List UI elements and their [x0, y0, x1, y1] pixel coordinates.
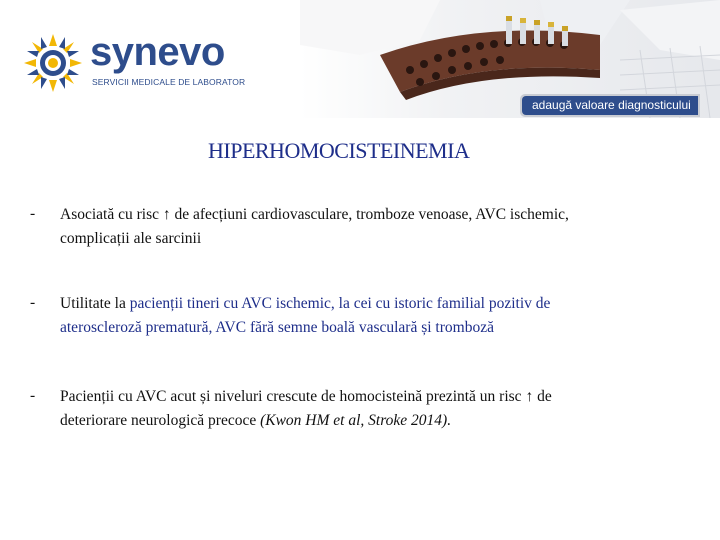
item-line: [60, 409, 670, 433]
bullet-marker: -: [30, 387, 36, 404]
brand-name: synevo: [90, 30, 225, 74]
item-line: complicații ale sarcinii: [60, 230, 202, 247]
list-item: [60, 292, 670, 340]
synevo-logo: [22, 28, 246, 98]
bullet-marker: -: [30, 205, 36, 222]
bullet-marker: -: [30, 294, 36, 311]
item-line: Asociată cu risc ↑ de afecțiuni cardiovasculare, tromboze venoase, AVC ischemic,: [60, 206, 569, 223]
slide-header: [0, 0, 720, 118]
citation: (Kwon HM et al, Stroke 2014).: [260, 412, 452, 429]
item-text: Utilitate la: [60, 295, 130, 312]
item-highlight: ateroscleroză prematură, AVC fără semne boală vasculară și tromboză: [60, 319, 494, 336]
sun-logo-icon: [22, 32, 84, 94]
item-line: Pacienții cu AVC acut și niveluri crescute de homocisteină prezintă un risc ↑ de: [60, 388, 552, 405]
item-text: deteriorare neurologică precoce: [60, 412, 261, 429]
slide-title: HIPERHOMOCISTEINEMIA: [208, 138, 470, 163]
list-item: [60, 385, 670, 433]
tagline-banner: adaugă valoare diagnosticului: [522, 96, 698, 115]
item-highlight: pacienții tineri cu AVC ischemic, la cei cu istoric familial pozitiv de: [129, 295, 551, 312]
list-item: [60, 203, 670, 251]
brand-subtitle: SERVICII MEDICALE DE LABORATOR: [92, 77, 246, 87]
item-line: [60, 292, 670, 316]
